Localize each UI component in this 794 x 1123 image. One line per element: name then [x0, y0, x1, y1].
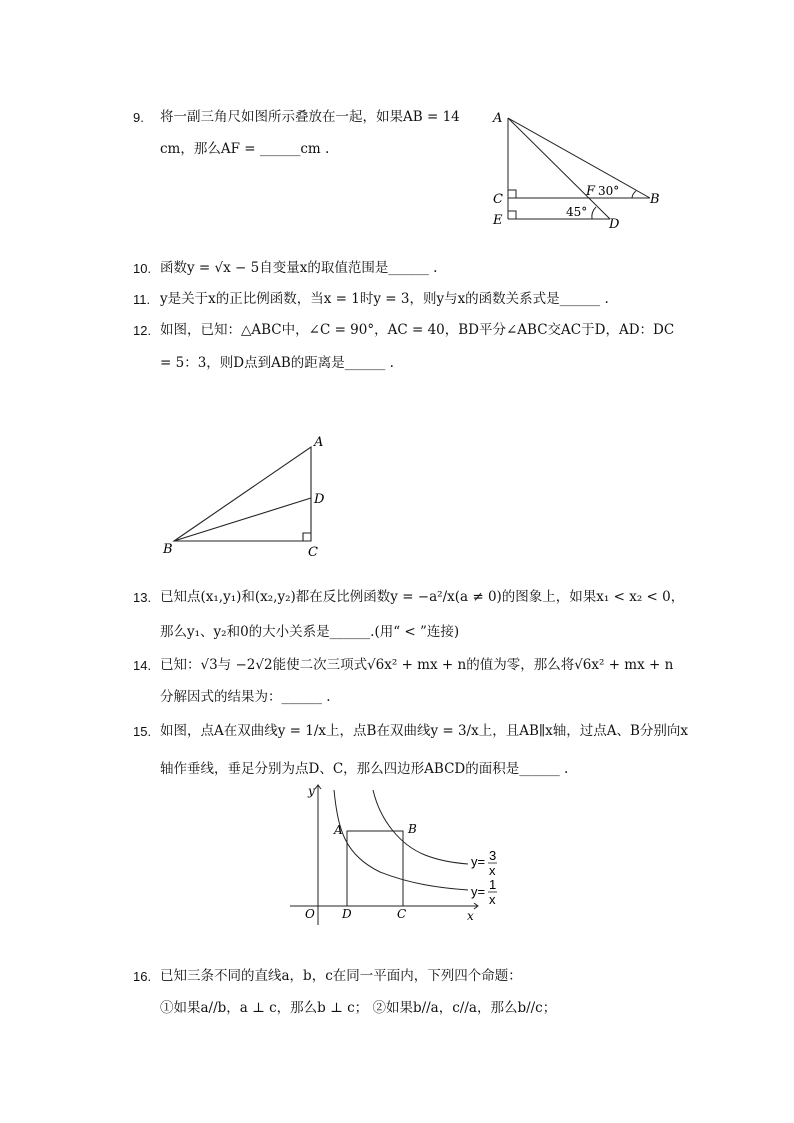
label-B: B [163, 542, 173, 557]
question-13-text-cont: 那么y₁、y₂和0的大小关系是______.(用“ < ”连接) [160, 624, 460, 640]
question-9-text: 将一副三角尺如图所示叠放在一起，如果AB = 14 [160, 109, 460, 125]
question-number: 12. [133, 323, 152, 338]
question-number: 10. [133, 261, 152, 276]
curve-3-numerator: 3 [489, 848, 497, 863]
origin-label: O [305, 907, 315, 921]
curve-1-numerator: 1 [489, 877, 497, 892]
label-B: B [408, 822, 417, 836]
question-number: 15. [133, 724, 152, 739]
angle-label-45: 45° [566, 205, 588, 219]
question-number: 13. [133, 590, 152, 605]
curve-1-denominator: x [489, 892, 496, 907]
question-number: 9. [133, 110, 144, 125]
angle-label-30: 30° [598, 184, 620, 198]
question-14-text: 已知：√3与 −2√2能使二次三项式√6x² + mx + n的值为零，那么将√6x² + mx + n [160, 657, 674, 673]
label-C: C [493, 192, 503, 207]
question-12-text-cont: = 5：3，则D点到AB的距离是______ . [160, 355, 394, 371]
label-A: A [334, 823, 343, 837]
question-15-text: 如图，点A在双曲线y = 1/x上，点B在双曲线y = 3/x上，且AB∥x轴，过点A、B分别向x [160, 723, 689, 739]
rectangle-ABCD [347, 831, 403, 906]
question-13-text: 已知点(x₁,y₁)和(x₂,y₂)都在反比例函数y = −a²/x(a ≠ 0)的图象上，如果x₁ < x₂ < 0， [160, 589, 685, 605]
curve-3-label-y: y= [471, 854, 486, 869]
question-10-text: 函数y = √x − 5自变量x的取值范围是______ . [160, 260, 438, 276]
label-D: D [314, 492, 325, 507]
question-number: 11. [133, 292, 151, 307]
curve-1-label-y: y= [471, 884, 486, 899]
question-number: 16. [133, 969, 152, 984]
question-16-text-cont: ①如果a//b，a ⊥ c，那么b ⊥ c； ②如果b//a，c//a，那么b//c； [160, 1000, 557, 1016]
x-axis-label: x [467, 909, 474, 923]
y-axis-label: y [308, 784, 315, 798]
question-12-text: 如图，已知：△ABC中，∠C = 90°，AC = 40，BD平分∠ABC交AC于D，AD：DC [160, 322, 675, 338]
label-D: D [609, 217, 620, 232]
label-A: A [493, 111, 503, 126]
question-14-text-cont: 分解因式的结果为：______ . [160, 689, 331, 705]
label-E: E [493, 213, 503, 228]
question-16-text: 已知三条不同的直线a，b，c在同一平面内，下列四个命题： [160, 968, 522, 984]
curve-3-denominator: x [489, 863, 496, 878]
question-number: 14. [133, 658, 152, 673]
label-A: A [314, 435, 324, 450]
question-15-text-cont: 轴作垂线，垂足分别为点D、C，那么四边形ABCD的面积是______ . [160, 761, 569, 777]
label-C: C [397, 907, 407, 921]
question-11-text: y是关于x的正比例函数，当x = 1时y = 3，则y与x的函数关系式是______ . [160, 291, 609, 307]
label-D: D [342, 907, 352, 921]
question-9-text-cont: cm，那么AF = ______cm . [160, 141, 330, 157]
label-B: B [650, 192, 660, 207]
label-F: F [586, 184, 596, 199]
label-C: C [308, 545, 318, 560]
curve-y-3-over-x [373, 790, 468, 864]
